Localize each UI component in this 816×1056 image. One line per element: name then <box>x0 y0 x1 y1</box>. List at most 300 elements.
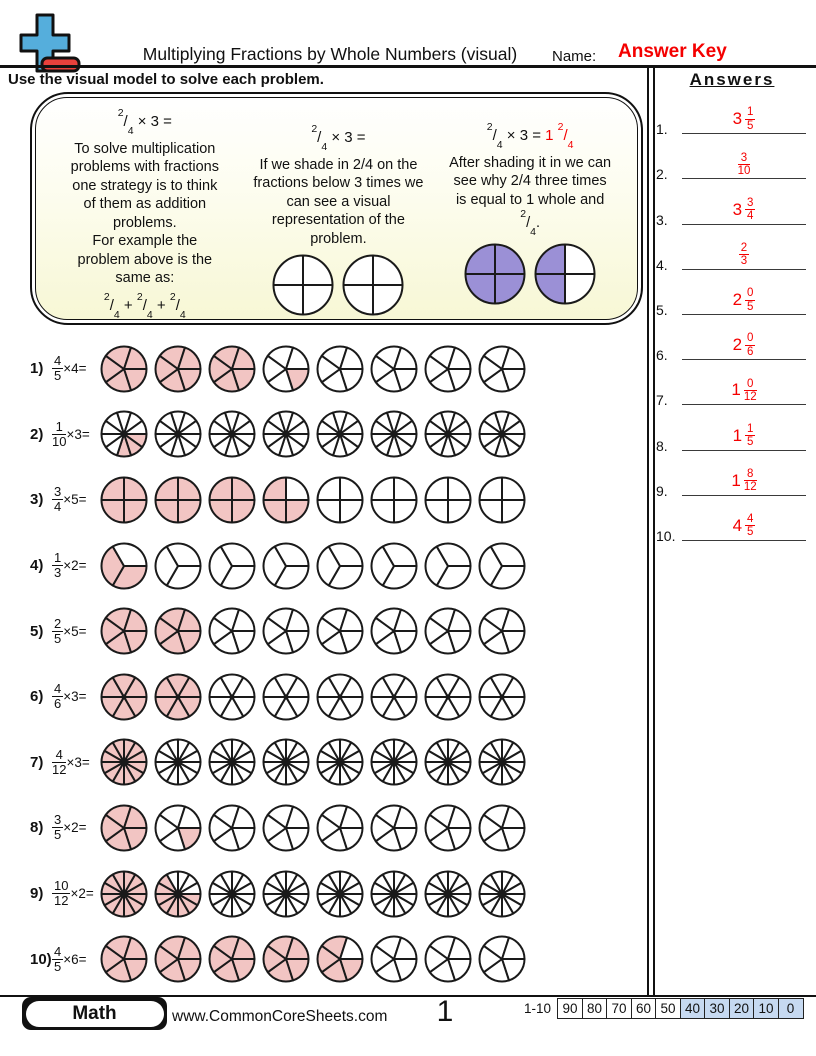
answer-item <box>652 94 812 139</box>
circle-segment <box>466 274 496 304</box>
problem-multiplier: ×6= <box>63 951 87 967</box>
problem-label <box>30 748 100 777</box>
fraction-circle <box>154 345 202 393</box>
problem-number: 7) <box>30 753 44 771</box>
fraction-circle <box>370 476 418 524</box>
answer-whole-number: 2 <box>732 290 743 310</box>
circle-segment <box>124 477 147 500</box>
problem-circles <box>100 738 526 786</box>
fraction-circle <box>424 870 472 918</box>
inline-fraction: $^2/_4$ <box>557 121 574 151</box>
circle-center-dot <box>229 694 234 699</box>
fraction-circle <box>316 345 364 393</box>
score-cell: 70 <box>606 998 632 1019</box>
answer-value <box>739 242 749 269</box>
fraction-circle <box>154 870 202 918</box>
fraction-circle <box>100 476 148 524</box>
circle-segment <box>274 256 304 286</box>
example-text-line: is equal to 1 whole and <box>455 191 605 208</box>
fraction-circle <box>154 673 202 721</box>
circle-center-dot <box>175 432 180 437</box>
circle-segment <box>286 500 309 523</box>
score-cell: 50 <box>655 998 681 1019</box>
fraction-circle <box>262 345 310 393</box>
example-text-line: $^2/_4$. <box>520 208 540 238</box>
answer-item <box>652 365 812 410</box>
score-cell: 90 <box>557 998 583 1019</box>
fraction-circle <box>534 243 596 305</box>
example-heading: $^2/_4 \times 3$ = <box>311 123 366 153</box>
answers-panel <box>652 70 812 546</box>
problem-multiplier: ×2= <box>63 558 87 574</box>
fraction-circle <box>478 607 526 655</box>
stacked-fraction: $\frac{1}{5}$ <box>747 422 754 449</box>
circle-center-dot <box>445 760 450 765</box>
answer-number: 6. <box>656 347 668 364</box>
stacked-fraction: $\frac{0}{6}$ <box>747 332 754 358</box>
circle-segment <box>536 245 566 275</box>
fraction-circle <box>262 673 310 721</box>
fraction-circle <box>262 476 310 524</box>
fraction-circle <box>208 673 256 721</box>
answer-item <box>652 456 812 501</box>
answer-item <box>652 139 812 184</box>
answer-value <box>733 332 756 359</box>
circle-segment <box>373 285 403 315</box>
fraction-circle <box>262 935 310 983</box>
answer-blank-line <box>682 242 806 270</box>
answer-number: 10. <box>656 527 676 544</box>
answer-item <box>652 184 812 229</box>
problem-circles <box>100 607 526 655</box>
circle-center-dot <box>445 891 450 896</box>
circle-segment <box>344 256 374 286</box>
answer-value <box>731 378 756 405</box>
fraction-circle <box>370 673 418 721</box>
circle-center-dot <box>229 891 234 896</box>
answer-number: 4. <box>656 256 668 273</box>
score-cell: 0 <box>778 998 804 1019</box>
circle-segment <box>340 500 363 523</box>
problem-circles <box>100 804 526 852</box>
circle-segment <box>178 477 201 500</box>
answer-whole-number: 2 <box>732 335 743 355</box>
problem-row <box>30 402 630 468</box>
circle-segment <box>495 274 525 304</box>
fraction-circle <box>100 673 148 721</box>
circle-center-dot <box>499 694 504 699</box>
circle-center-dot <box>121 891 126 896</box>
stacked-fraction: $\frac{2}{3}$ <box>740 241 748 268</box>
stacked-fraction: $\frac{4}{5}$ <box>747 513 754 539</box>
example-text-line: If we shade in 2/4 on the <box>259 156 418 173</box>
fraction-circle <box>478 476 526 524</box>
circle-segment <box>210 477 233 500</box>
answers-list <box>652 94 812 546</box>
fraction-circle <box>316 935 364 983</box>
fraction-circle <box>316 476 364 524</box>
fraction-circle <box>478 345 526 393</box>
problem-multiplier: ×3= <box>63 689 87 705</box>
fraction-circle <box>100 345 148 393</box>
circle-center-dot <box>499 432 504 437</box>
fraction-circle <box>208 542 256 590</box>
answer-number: 9. <box>656 482 668 499</box>
answer-blank-line <box>682 423 806 451</box>
fraction-circle <box>154 738 202 786</box>
circle-segment <box>466 245 496 275</box>
fraction-circle <box>100 804 148 852</box>
circle-center-dot <box>445 432 450 437</box>
example-text-line: see why 2/4 three times <box>453 173 607 189</box>
problem-label <box>30 551 100 580</box>
circle-center-dot <box>391 432 396 437</box>
problem-row <box>30 664 630 730</box>
fraction-circle <box>154 542 202 590</box>
answer-item <box>652 501 812 546</box>
circle-center-dot <box>391 694 396 699</box>
problem-label <box>30 682 100 711</box>
answer-number: 7. <box>656 392 668 409</box>
circle-segment <box>372 477 395 500</box>
example-column-2 <box>242 104 436 313</box>
problem-number: 4) <box>30 557 44 575</box>
circle-segment <box>448 500 471 523</box>
problem-circles <box>100 345 526 393</box>
problem-multiplier: ×2= <box>70 886 94 902</box>
circle-center-dot <box>391 891 396 896</box>
fraction-circle <box>316 804 364 852</box>
problems-list <box>30 336 630 992</box>
fraction-circle <box>370 410 418 458</box>
score-cell: 20 <box>729 998 755 1019</box>
problem-number: 1) <box>30 360 44 378</box>
stacked-fraction: $\frac{4}{12}$ <box>52 746 67 777</box>
problem-multiplier: ×3= <box>66 426 90 442</box>
circle-segment <box>426 500 449 523</box>
example-text-line: fractions below 3 times we <box>253 175 424 191</box>
circle-segment <box>565 274 595 304</box>
example-text-line: one strategy is to think <box>72 177 218 194</box>
circle-center-dot <box>499 891 504 896</box>
circle-segment <box>372 500 395 523</box>
fraction-circle <box>154 935 202 983</box>
problem-label <box>30 420 100 449</box>
example-text-line: For example the <box>92 233 198 249</box>
problem-row <box>30 861 630 927</box>
page-title: Multiplying Fractions by Whole Numbers (visual) <box>142 44 518 64</box>
circle-center-dot <box>175 760 180 765</box>
fraction-circle <box>370 870 418 918</box>
problem-number: 6) <box>30 688 44 706</box>
page-number: 1 <box>436 995 454 1028</box>
fraction-circle <box>100 410 148 458</box>
inline-fraction: $^2/_4$ <box>169 290 186 321</box>
circle-segment <box>274 285 304 315</box>
example-text-line: of them as addition <box>83 196 207 212</box>
answer-value <box>731 468 756 495</box>
site-url: www.CommonCoreSheets.com <box>172 1008 388 1025</box>
stacked-fraction: $\frac{3}{4}$ <box>747 196 754 223</box>
fraction-circle <box>478 410 526 458</box>
circle-segment <box>156 500 179 523</box>
circle-segment <box>480 500 503 523</box>
fraction-circle <box>262 410 310 458</box>
problem-number: 3) <box>30 491 44 509</box>
example-text-line: problems with fractions <box>70 159 219 175</box>
fraction-circle <box>316 738 364 786</box>
problem-number: 8) <box>30 819 44 837</box>
circle-segment <box>394 477 417 500</box>
circle-segment <box>394 500 417 523</box>
example-circles <box>242 254 436 316</box>
answer-value <box>733 106 756 133</box>
answer-value <box>733 287 756 314</box>
score-cells <box>557 998 804 1019</box>
circle-segment <box>536 274 566 304</box>
circle-segment <box>318 477 341 500</box>
inline-fraction: $^2/_4$ <box>103 290 120 321</box>
problem-multiplier: ×2= <box>63 820 87 836</box>
fraction-circle <box>424 476 472 524</box>
fraction-circle <box>100 935 148 983</box>
circle-center-dot <box>337 694 342 699</box>
example-box-inner <box>35 97 638 320</box>
circle-center-dot <box>391 760 396 765</box>
answer-item <box>652 275 812 320</box>
inline-fraction: $^2/_4$ <box>117 107 134 137</box>
fraction-circle <box>316 673 364 721</box>
problem-circles <box>100 673 526 721</box>
answer-whole-number: 4 <box>732 515 743 535</box>
circle-center-dot <box>121 760 126 765</box>
circle-segment <box>495 245 525 275</box>
stacked-fraction: $\frac{1}{10}$ <box>52 418 67 449</box>
answer-blank-line <box>682 197 806 225</box>
example-text-line: To solve multiplication <box>74 140 216 157</box>
example-sum-line: $^2/_4 + ^2/_4 + ^2/_4$ <box>103 290 186 321</box>
fraction-circle <box>262 542 310 590</box>
example-text-line: problems. <box>112 214 177 231</box>
circle-center-dot <box>337 760 342 765</box>
problem-row <box>30 598 630 664</box>
fraction-circle <box>316 410 364 458</box>
fraction-circle <box>316 542 364 590</box>
answer-item <box>652 410 812 455</box>
problem-multiplier: ×5= <box>63 623 87 639</box>
stacked-fraction: $\frac{0}{5}$ <box>747 287 754 313</box>
problem-row <box>30 730 630 796</box>
problem-circles <box>100 476 526 524</box>
math-badge-label: Math <box>26 1001 164 1027</box>
score-cell: 30 <box>704 998 730 1019</box>
example-text-line: problem above is the <box>77 251 213 268</box>
stacked-fraction: $\frac{8}{12}$ <box>743 467 757 494</box>
fraction-circle <box>262 870 310 918</box>
score-cell: 60 <box>631 998 657 1019</box>
fraction-circle <box>208 410 256 458</box>
problem-circles <box>100 410 526 458</box>
problem-label <box>30 354 100 383</box>
instruction-text: Use the visual model to solve each problem. <box>8 71 324 88</box>
fraction-circle <box>370 738 418 786</box>
example-column-3 <box>435 104 625 313</box>
fraction-circle <box>478 935 526 983</box>
circle-segment <box>502 477 525 500</box>
fraction-circle <box>100 607 148 655</box>
problem-circles <box>100 870 526 918</box>
answer-number: 2. <box>656 166 668 183</box>
circle-segment <box>102 477 125 500</box>
answer-item <box>652 320 812 365</box>
fraction-circle <box>154 476 202 524</box>
answer-whole-number: 1 <box>731 470 741 490</box>
stacked-fraction: $\frac{1}{3}$ <box>54 550 62 581</box>
circle-segment <box>344 285 374 315</box>
answer-blank-line <box>682 106 806 134</box>
problem-circles <box>100 935 526 983</box>
circle-segment <box>210 500 233 523</box>
circle-center-dot <box>121 432 126 437</box>
fraction-circle <box>100 738 148 786</box>
circle-center-dot <box>445 694 450 699</box>
answer-whole-number: 1 <box>731 380 741 400</box>
problem-multiplier: ×3= <box>66 754 90 770</box>
fraction-circle <box>424 345 472 393</box>
circle-segment <box>318 500 341 523</box>
fraction-circle <box>154 410 202 458</box>
fraction-circle <box>424 673 472 721</box>
problem-number: 9) <box>30 885 44 903</box>
fraction-circle <box>464 243 526 305</box>
circle-center-dot <box>283 694 288 699</box>
problem-row <box>30 336 630 402</box>
answer-number: 5. <box>656 301 668 318</box>
example-box <box>30 92 643 325</box>
circle-segment <box>426 477 449 500</box>
inline-fraction: $^2/_4$ <box>311 123 328 153</box>
answer-value <box>733 423 756 450</box>
circle-center-dot <box>175 891 180 896</box>
inline-fraction: $^2/_4$ <box>520 208 536 238</box>
stacked-fraction: $\frac{3}{5}$ <box>54 812 62 843</box>
fraction-circle <box>424 542 472 590</box>
answer-blank-line <box>682 332 806 360</box>
fraction-circle <box>478 542 526 590</box>
fraction-circle <box>478 673 526 721</box>
name-label: Name: <box>552 48 597 65</box>
problem-row <box>30 795 630 861</box>
fraction-circle <box>424 607 472 655</box>
fraction-circle <box>370 804 418 852</box>
problem-multiplier: ×5= <box>63 492 87 508</box>
circle-segment <box>303 256 333 286</box>
score-strip <box>524 998 804 1019</box>
circle-segment <box>565 245 595 275</box>
stacked-fraction: $\frac{3}{10}$ <box>737 151 751 177</box>
fraction-circle <box>272 254 334 316</box>
stacked-fraction: $\frac{10}{12}$ <box>54 878 69 909</box>
fraction-circle <box>262 804 310 852</box>
example-text-line: can see a visual <box>286 193 391 210</box>
answer-blank-line <box>682 152 806 180</box>
score-cell: 80 <box>582 998 608 1019</box>
header-rule <box>0 65 816 68</box>
answer-key-label: Answer Key <box>618 41 727 62</box>
answer-item <box>652 230 812 275</box>
answers-title: Answers <box>689 70 775 89</box>
circle-center-dot <box>499 760 504 765</box>
circle-segment <box>124 500 147 523</box>
inline-fraction: $^2/_4$ <box>136 290 153 321</box>
answer-value <box>738 152 751 179</box>
answer-number: 3. <box>656 211 668 228</box>
inline-fraction: $^2/_4$ <box>486 121 503 151</box>
circle-center-dot <box>229 432 234 437</box>
fraction-circle <box>342 254 404 316</box>
answer-value <box>733 197 756 224</box>
circle-center-dot <box>283 432 288 437</box>
circle-segment <box>340 477 363 500</box>
fraction-circle <box>208 607 256 655</box>
fraction-circle <box>262 738 310 786</box>
circle-segment <box>264 477 287 500</box>
circle-center-dot <box>283 760 288 765</box>
example-text-line: representation of the <box>271 212 405 228</box>
circle-center-dot <box>337 891 342 896</box>
circle-segment <box>232 500 255 523</box>
fraction-circle <box>154 607 202 655</box>
example-circles <box>435 243 625 305</box>
problem-number: 10) <box>30 950 52 968</box>
problem-row <box>30 467 630 533</box>
circle-center-dot <box>283 891 288 896</box>
fraction-circle <box>478 738 526 786</box>
circle-segment <box>286 477 309 500</box>
fraction-circle <box>208 345 256 393</box>
fraction-circle <box>370 345 418 393</box>
problem-circles <box>100 542 526 590</box>
fraction-circle <box>100 870 148 918</box>
circle-segment <box>102 500 125 523</box>
example-text-line: After shading it in we can <box>449 154 612 171</box>
circle-center-dot <box>175 694 180 699</box>
example-column-1 <box>48 104 242 321</box>
problem-label <box>30 617 100 646</box>
circle-center-dot <box>229 760 234 765</box>
problem-number: 5) <box>30 622 44 640</box>
score-range-label: 1-10 <box>524 1001 552 1016</box>
stacked-fraction: $\frac{4}{5}$ <box>54 353 62 384</box>
math-badge <box>22 997 167 1030</box>
commoncoresheets-logo plus-minus-icon <box>16 12 82 79</box>
answer-value <box>733 513 756 540</box>
fraction-circle <box>478 804 526 852</box>
stacked-fraction: $\frac{3}{4}$ <box>54 484 62 515</box>
problem-label <box>30 485 100 514</box>
example-result: 1 $^2/_4$ <box>545 121 574 151</box>
circle-segment <box>232 477 255 500</box>
stacked-fraction: $\frac{4}{5}$ <box>54 943 62 974</box>
answer-number: 8. <box>656 437 668 454</box>
answer-whole-number: 1 <box>732 425 743 445</box>
problem-row <box>30 533 630 599</box>
example-text-line: same as: <box>115 270 175 286</box>
circle-segment <box>373 256 403 286</box>
problem-label <box>30 945 100 974</box>
stacked-fraction: $\frac{2}{5}$ <box>54 615 62 646</box>
circle-segment <box>303 285 333 315</box>
